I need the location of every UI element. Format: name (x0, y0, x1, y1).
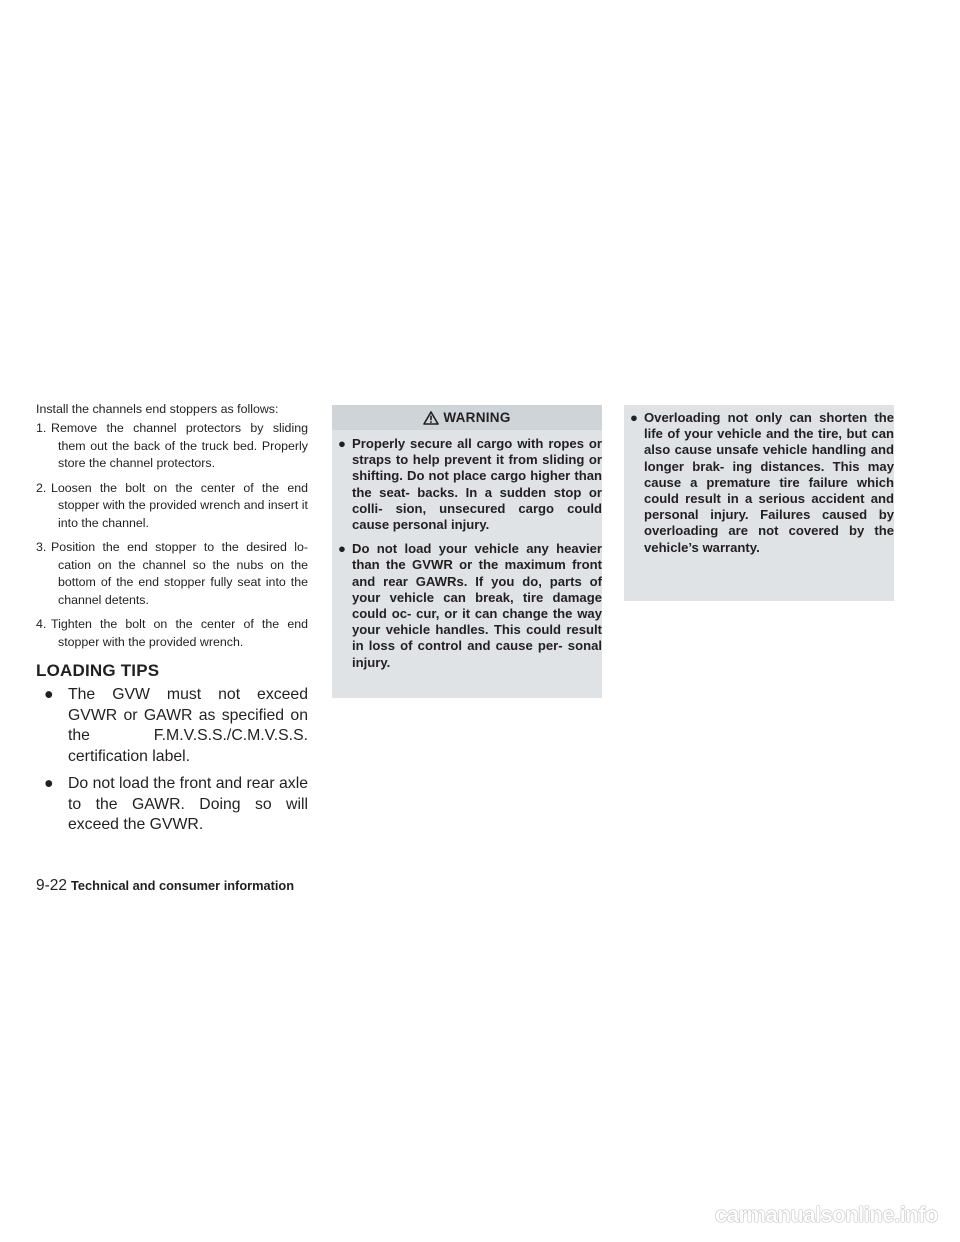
section-title: LOADING TIPS (36, 661, 160, 680)
warning-list (336, 436, 602, 679)
watermark: carmanualsonline.info (715, 1202, 938, 1227)
install-steps-list (36, 420, 308, 651)
step-text: Position the end stopper to the desired lo- cation on the channel so the nubs on the bottom of the end stopper fully seat into the channel detents. (51, 540, 308, 607)
step-item (36, 616, 308, 651)
tip-text: The GVW must not exceed GVWR or GAWR as specified on the F.M.V.S.S./C.M.V.S.S. certification label. (68, 686, 308, 765)
step-number: 4. (36, 617, 47, 631)
step-number: 3. (36, 540, 47, 554)
warning-title: WARNING (443, 410, 511, 425)
tip-item (36, 685, 308, 767)
step-text: Loosen the bolt on the center of the end stopper with the provided wrench and insert it into the channel. (51, 480, 308, 530)
intro-text: Install the channels end stoppers as follows: (36, 402, 279, 416)
warning-item (336, 541, 602, 671)
loading-tips-list (36, 685, 308, 836)
step-item (36, 420, 308, 473)
step-item (36, 539, 308, 609)
warning-list-continued (628, 410, 894, 564)
step-number: 1. (36, 421, 47, 435)
tip-item (36, 774, 308, 836)
bullet-icon: ● (338, 436, 346, 451)
step-text: Tighten the bolt on the center of the end stopper with the provided wrench. (51, 617, 308, 649)
warning-text: Properly secure all cargo with ropes or straps to help prevent it from sliding or shifting. Do not place cargo higher than the seat- backs. In a sudden stop or colli- sion, unsecured cargo could cause personal injury. (352, 436, 602, 533)
step-text: Remove the channel protectors by sliding them out the back of the truck bed. Properly store the channel protectors. (51, 421, 308, 470)
step-item (36, 480, 308, 533)
warning-item (628, 410, 894, 556)
page-number: 9-22 (36, 877, 68, 894)
page-footer (36, 877, 294, 895)
left-column (36, 400, 308, 843)
chapter-title: Technical and consumer information (71, 878, 295, 893)
warning-triangle-icon (423, 411, 439, 425)
bullet-icon: ● (338, 541, 346, 557)
tip-text: Do not load the front and rear axle to the GAWR. Doing so will exceed the GVWR. (68, 775, 308, 833)
bullet-icon: ● (44, 686, 54, 703)
step-number: 2. (36, 480, 47, 495)
warning-text: Overloading not only can shorten the life of your vehicle and the tire, but can also cause unsafe vehicle handling and longer brak- ing distances. This may cause a premature tire failure which could result in a serious accident and personal injury. Failures caused by overloading are not covered by the vehicle’s warranty. (644, 410, 894, 555)
warning-text: Do not load your vehicle any heavier than the GVWR or the maximum front and rear GAWRs. If you do, parts of your vehicle can break, tire damage could oc- cur, or it can change the way your vehicle handles. This could result in loss of control and cause per- sonal injury. (352, 541, 602, 670)
bullet-icon: ● (44, 775, 54, 792)
bullet-icon: ● (630, 410, 638, 425)
warning-header (332, 405, 602, 430)
warning-item (336, 436, 602, 533)
